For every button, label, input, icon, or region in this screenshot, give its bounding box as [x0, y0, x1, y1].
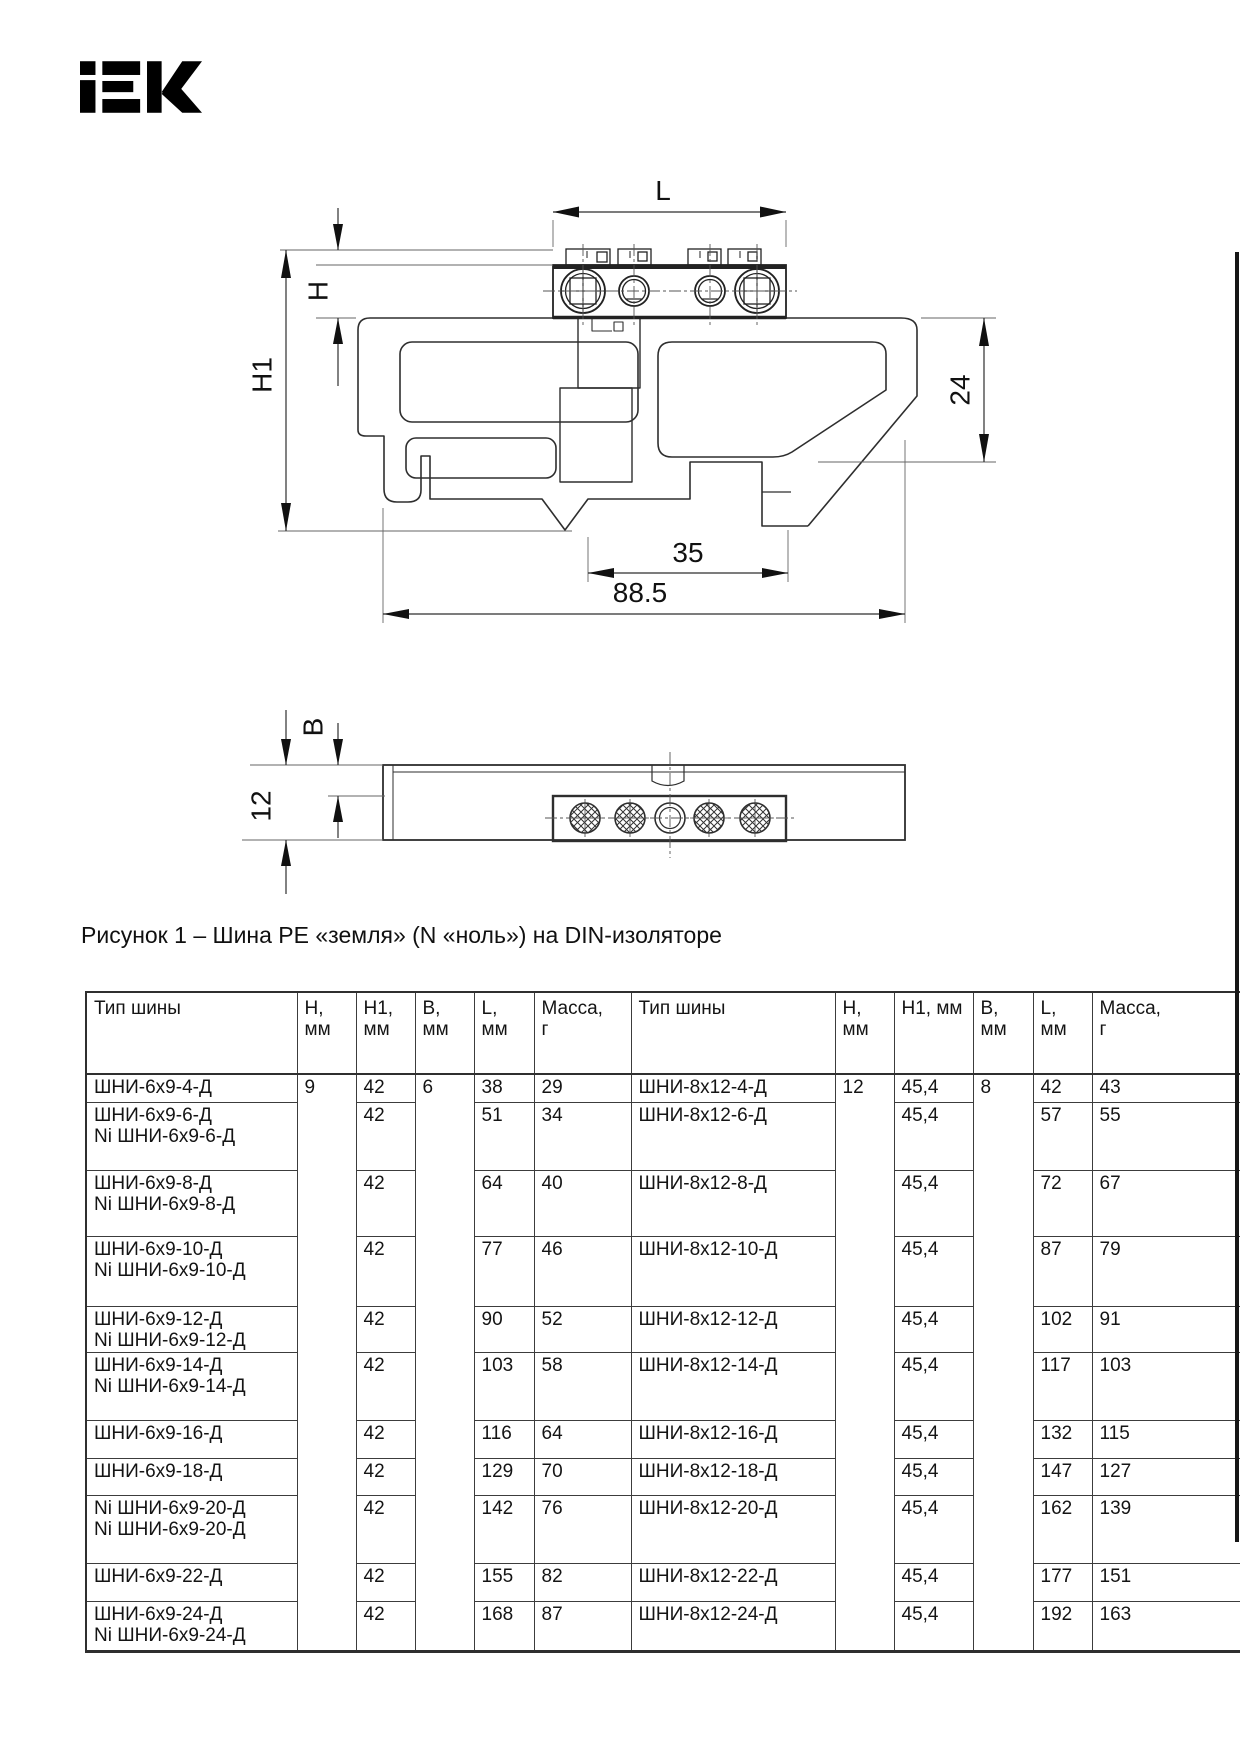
table-cell: ШНИ-6х9-6-Д Ni ШНИ-6х9-6-Д: [86, 1102, 297, 1170]
table-row: [86, 1563, 1240, 1601]
table-cell: 42: [356, 1601, 415, 1651]
table-cell: 58: [534, 1352, 631, 1420]
table-row: [86, 1170, 1240, 1236]
table-cell: 42: [356, 1306, 415, 1352]
table-cell: 77: [474, 1236, 534, 1306]
column-header: Тип шины: [631, 992, 835, 1074]
table-cell: 67: [1092, 1170, 1240, 1236]
table-cell: 45,4: [894, 1236, 973, 1306]
dim-label-24: 24: [944, 374, 976, 406]
table-cell: 90: [474, 1306, 534, 1352]
table-cell: 70: [534, 1458, 631, 1495]
table-cell: ШНИ-6х9-14-Д Ni ШНИ-6х9-14-Д: [86, 1352, 297, 1420]
table-cell: 127: [1092, 1458, 1240, 1495]
page-edge-scan-line: [1235, 252, 1239, 1542]
table-row: [86, 1074, 1240, 1102]
table-cell: ШНИ-6х9-12-Д Ni ШНИ-6х9-12-Д: [86, 1306, 297, 1352]
table-row: [86, 1601, 1240, 1651]
table-cell: 42: [356, 1236, 415, 1306]
dim-label-12: 12: [245, 790, 277, 822]
table-cell: 8: [973, 1074, 1033, 1651]
table-row: [86, 1352, 1240, 1420]
table-cell: 82: [534, 1563, 631, 1601]
table-cell: 40: [534, 1170, 631, 1236]
top-view: [383, 752, 905, 858]
table-cell: ШНИ-8х12-14-Д: [631, 1352, 835, 1420]
table-cell: 151: [1092, 1563, 1240, 1601]
table-cell: 87: [534, 1601, 631, 1651]
table-cell: 192: [1033, 1601, 1092, 1651]
column-header: H1, мм: [356, 992, 415, 1074]
table-cell: 72: [1033, 1170, 1092, 1236]
table-cell: 45,4: [894, 1601, 973, 1651]
table-row: [86, 1236, 1240, 1306]
table-cell: 87: [1033, 1236, 1092, 1306]
side-view-dimensions: [246, 175, 996, 623]
table-cell: Ni ШНИ-6х9-20-Д Ni ШНИ-6х9-20-Д: [86, 1495, 297, 1563]
table-cell: 168: [474, 1601, 534, 1651]
table-cell: ШНИ-8х12-22-Д: [631, 1563, 835, 1601]
table-cell: ШНИ-6х9-8-Д Ni ШНИ-6х9-8-Д: [86, 1170, 297, 1236]
table-row: [86, 1306, 1240, 1352]
table-cell: 45,4: [894, 1170, 973, 1236]
table-cell: ШНИ-6х9-16-Д: [86, 1420, 297, 1458]
table-cell: 142: [474, 1495, 534, 1563]
table-cell: ШНИ-8х12-12-Д: [631, 1306, 835, 1352]
table-cell: 76: [534, 1495, 631, 1563]
table-cell: ШНИ-6х9-24-Д Ni ШНИ-6х9-24-Д: [86, 1601, 297, 1651]
table-cell: 6: [415, 1074, 474, 1651]
table-cell: 45,4: [894, 1495, 973, 1563]
table-cell: 45,4: [894, 1074, 973, 1102]
terminal-block: [543, 244, 797, 328]
table-cell: ШНИ-8х12-8-Д: [631, 1170, 835, 1236]
table-cell: ШНИ-8х12-16-Д: [631, 1420, 835, 1458]
dim-label-B: B: [297, 717, 329, 737]
table-cell: 42: [356, 1170, 415, 1236]
table-cell: 42: [356, 1352, 415, 1420]
table-cell: 55: [1092, 1102, 1240, 1170]
table-row: [86, 1458, 1240, 1495]
table-cell: 129: [474, 1458, 534, 1495]
table-cell: 57: [1033, 1102, 1092, 1170]
table-cell: 29: [534, 1074, 631, 1102]
table-cell: ШНИ-6х9-22-Д: [86, 1563, 297, 1601]
table-cell: 9: [297, 1074, 356, 1651]
column-header: B, мм: [973, 992, 1033, 1074]
figure-caption: Рисунок 1 – Шина PE «земля» (N «ноль») на DIN-изоляторе: [81, 922, 722, 948]
table-cell: 34: [534, 1102, 631, 1170]
table-cell: 102: [1033, 1306, 1092, 1352]
table-cell: 43: [1092, 1074, 1240, 1102]
table-cell: ШНИ-6х9-18-Д: [86, 1458, 297, 1495]
table-cell: 46: [534, 1236, 631, 1306]
table-cell: 103: [1092, 1352, 1240, 1420]
table-cell: ШНИ-8х12-10-Д: [631, 1236, 835, 1306]
table-cell: 42: [356, 1420, 415, 1458]
table-row: [86, 1102, 1240, 1170]
top-view-dimensions: [242, 710, 385, 894]
table-cell: ШНИ-8х12-18-Д: [631, 1458, 835, 1495]
table-cell: 42: [356, 1102, 415, 1170]
table-row: [86, 1420, 1240, 1458]
dim-label-88-5: 88.5: [612, 577, 668, 608]
table-cell: 42: [1033, 1074, 1092, 1102]
table-cell: 64: [474, 1170, 534, 1236]
table-cell: 64: [534, 1420, 631, 1458]
table-cell: ШНИ-6х9-10-Д Ni ШНИ-6х9-10-Д: [86, 1236, 297, 1306]
table-cell: 163: [1092, 1601, 1240, 1651]
table-cell: 103: [474, 1352, 534, 1420]
table-cell: ШНИ-8х12-6-Д: [631, 1102, 835, 1170]
table-cell: 177: [1033, 1563, 1092, 1601]
table-cell: 12: [835, 1074, 894, 1651]
column-header: Масса, г: [1092, 992, 1240, 1074]
table-cell: 155: [474, 1563, 534, 1601]
column-header: L, мм: [474, 992, 534, 1074]
column-header: H1, мм: [894, 992, 973, 1074]
table-cell: 42: [356, 1074, 415, 1102]
bus-types-table: [85, 991, 1240, 1653]
table-cell: ШНИ-8х12-20-Д: [631, 1495, 835, 1563]
table-cell: 51: [474, 1102, 534, 1170]
table-cell: 52: [534, 1306, 631, 1352]
dim-label-H1: H1: [246, 357, 278, 393]
table-cell: ШНИ-8х12-24-Д: [631, 1601, 835, 1651]
column-header: H, мм: [297, 992, 356, 1074]
table-cell: 45,4: [894, 1306, 973, 1352]
column-header: H, мм: [835, 992, 894, 1074]
table-cell: 147: [1033, 1458, 1092, 1495]
column-header: L, мм: [1033, 992, 1092, 1074]
table-cell: 38: [474, 1074, 534, 1102]
table-header-row: [86, 992, 1240, 1074]
dim-label-35: 35: [672, 537, 704, 568]
table-cell: 45,4: [894, 1563, 973, 1601]
table-cell: 45,4: [894, 1102, 973, 1170]
table-cell: 45,4: [894, 1458, 973, 1495]
table-cell: 42: [356, 1458, 415, 1495]
table-cell: 115: [1092, 1420, 1240, 1458]
side-view: [358, 318, 917, 530]
table-cell: 42: [356, 1563, 415, 1601]
table-row: [86, 1495, 1240, 1563]
table-cell: ШНИ-6х9-4-Д: [86, 1074, 297, 1102]
table-cell: 116: [474, 1420, 534, 1458]
table-cell: 162: [1033, 1495, 1092, 1563]
table-cell: 79: [1092, 1236, 1240, 1306]
table-cell: 117: [1033, 1352, 1092, 1420]
table-cell: 42: [356, 1495, 415, 1563]
table-cell: 139: [1092, 1495, 1240, 1563]
dim-label-H: H: [302, 280, 334, 302]
table-cell: 132: [1033, 1420, 1092, 1458]
table-cell: 91: [1092, 1306, 1240, 1352]
table-cell: ШНИ-8х12-4-Д: [631, 1074, 835, 1102]
column-header: Масса, г: [534, 992, 631, 1074]
table-cell: 45,4: [894, 1352, 973, 1420]
column-header: B, мм: [415, 992, 474, 1074]
dim-label-L: L: [655, 175, 671, 206]
column-header: Тип шины: [86, 992, 297, 1074]
table-cell: 45,4: [894, 1420, 973, 1458]
